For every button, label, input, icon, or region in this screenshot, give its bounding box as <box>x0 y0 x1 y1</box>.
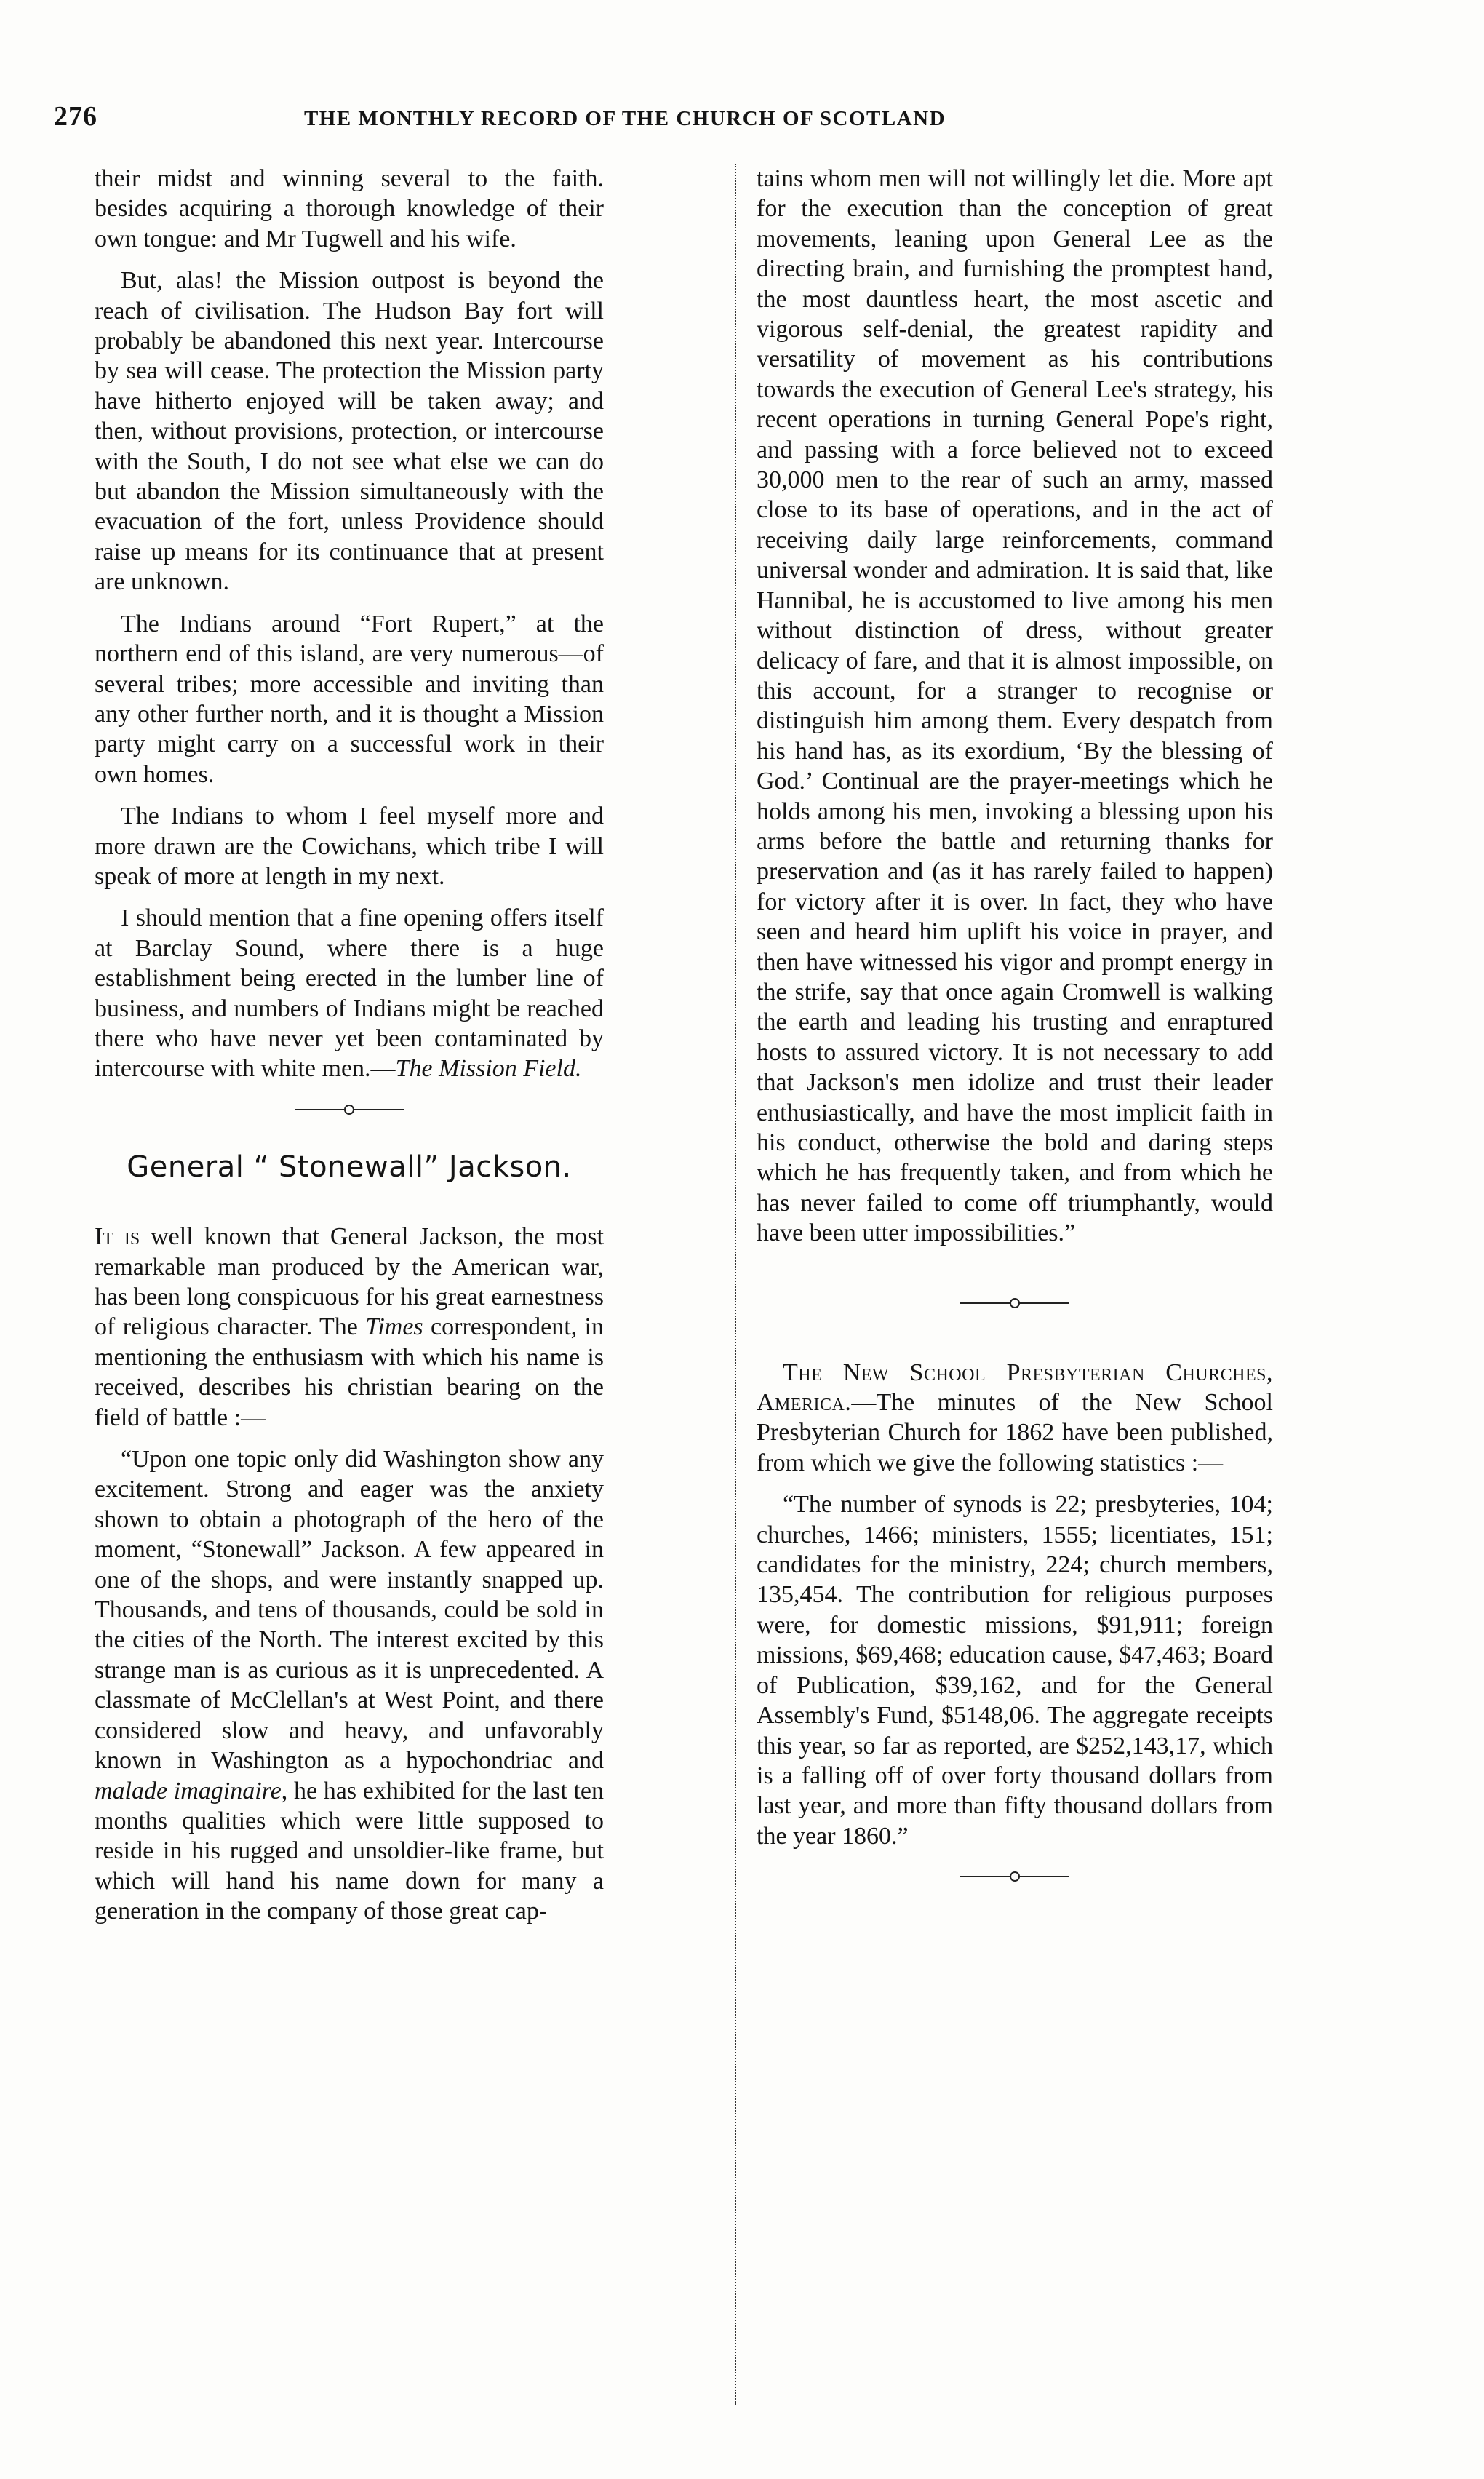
jackson-quote-continued: tains whom men will not willingly let die. More apt for the execution than the conception of great movements, leaning upon General Lee as the directing brain, and furnishing the promptest hand, the most dauntless heart, the most ascetic and vigorous self-denial, the greatest rapidity and versatility of movement as his contributions towards the execution of General Lee's strategy, his recent operations in turning General Pope's right, and passing with a force believed not to exceed 30,000 men to the rear of such an army, massed close to its base of operations, and in the act of receiving daily large reinforcements, command universal wonder and admiration. It is said that, like Hannibal, he is accustomed to live among his men without distinction of dress, without greater delicacy of fare, and that it is almost impossible, on this account, for a stranger to recognise or distinguish him among them. Every despatch from his hand has, as its exordium, ‘By the blessing of God.’ Continual are the prayer-meetings which he holds among his men, invoking a blessing upon his arms before the battle and returning thanks for preservation and (as it has rarely failed to happen) for victory after it is over. In fact, they who have seen and heard him uplift his voice in prayer, and then have witnessed his vigor and prompt energy in the strife, say that once again Cromwell is walking the earth and leading his trusting and enraptured hosts to assured victory. It is not necessary to add that Jackson's men idolize and trust their leader enthusiastically, and have the most implicit faith in his conduct, otherwise the bold and daring steps which he has frequently taken, and from which he has never failed to come off triumphantly, would have been utter impossibilities.” <box>757 165 1273 1247</box>
presbyterian-heading: The New School Presbyterian Churches, America. <box>757 1358 1273 1417</box>
jackson-quote-end: , he has exhibited for the last ten months qualities which were little supposed to reside in his rugged and unsoldier-like frame, but which will hand his name down for many a generation in the company of those great cap- <box>95 1777 604 1925</box>
jackson-quote-start: “Upon one topic only did Washington show any excitement. Strong and eager was the anxiety shown to obtain a photograph of the hero of the moment, “Stonewall” Jackson. A few appeared in one of the shops, and were instantly snapped up. Thousands, and tens of thousands, could be sold in the cities of the North. The interest excited by this strange man is as curious as it is unprecedented. A classmate of McClellan's at West Point, and there considered slow and heavy, and unfavorably known in Washington as a hypochondriac and <box>95 1446 604 1775</box>
section-separator-3 <box>757 1851 1273 1902</box>
jackson-lead: It is <box>95 1223 140 1251</box>
jackson-heading: General “ Stonewall” Jackson. <box>127 1150 572 1184</box>
mission-paragraph-3: The Indians around “Fort Rupert,” at the northern end of this island, are very numerous—of several tribes; more accessible and inviting than any other further north, and it is thought a Mission party might carry on a successful work in their own homes. <box>95 610 604 788</box>
running-head <box>54 100 1152 144</box>
malade-imaginaire: malade imaginaire <box>95 1777 282 1804</box>
presbyterian-intro: —The minutes of the New School Presbyterian Church for 1862 have been published, from which we give the following statistics :— <box>757 1389 1273 1476</box>
section-separator-2 <box>757 1249 1273 1358</box>
column-divider <box>735 164 736 2405</box>
mission-paragraph-2: But, alas! the Mission outpost is beyond the reach of civilisation. The Hudson Bay fort will probably be abandoned this next year. Intercourse by sea will cease. The protection the Mission party have hitherto enjoyed will be taken away; and then, without provisions, protection, or intercourse with the South, I do not see what else we can do but abandon the Mission simultaneously with the evacuation of the fort, unless Providence should raise up means for its continuance that at present are unknown. <box>95 267 604 596</box>
presbyterian-statistics: “The number of synods is 22; presbyteries, 104; churches, 1466; ministers, 1555; licentiates, 151; candidates for the ministry, 224; church members, 135,454. The contribution for religious purposes were, for domestic missions, $91,911; foreign missions, $69,468; education cause, $47,463; Board of Publication, $39,162, and for the General Assembly's Fund, $5148,06. The aggregate receipts this year, so far as reported, are $252,143,17, which is a falling off of over forty thousand dollars from last year, and more than fifty thousand dollars from the year 1860.” <box>757 1491 1273 1850</box>
mission-paragraph-5-text: I should mention that a fine opening offers itself at Barclay Sound, where there is a huge establishment being erected in the lumber line of business, and numbers of Indians might be reached there who have never yet been contaminated by intercourse with white men.— <box>95 904 604 1083</box>
mission-paragraph-1: their midst and winning several to the faith. besides acquiring a thorough knowledge of their own tongue: and Mr Tugwell and his wife. <box>95 165 604 252</box>
running-title: THE MONTHLY RECORD OF THE CHURCH OF SCOTLAND <box>303 107 946 130</box>
jackson-intro-rest: well known that General Jackson, the most remarkable man produced by the American war, has been long conspicuous for his great earnestness of religious character. The <box>95 1223 604 1341</box>
mission-paragraph-4: The Indians to whom I feel myself more and more drawn are the Cowichans, which tribe I will speak of more at length in my next. <box>95 803 604 890</box>
page-number: 276 <box>54 101 97 132</box>
jackson-quote <box>95 1444 604 1927</box>
mission-paragraph-5 <box>95 903 604 1083</box>
right-column <box>757 164 1273 1902</box>
jackson-intro-end: correspondent, in mentioning the enthusiasm with which his name is received, describes his christian bearing on the field of battle :— <box>95 1313 604 1431</box>
section-separator <box>95 1084 604 1135</box>
jackson-intro <box>95 1222 604 1433</box>
presbyterian-paragraph <box>757 1358 1273 1479</box>
mission-source: The Mission Field. <box>395 1055 582 1083</box>
left-column <box>95 164 604 1927</box>
times-title: Times <box>365 1313 423 1341</box>
